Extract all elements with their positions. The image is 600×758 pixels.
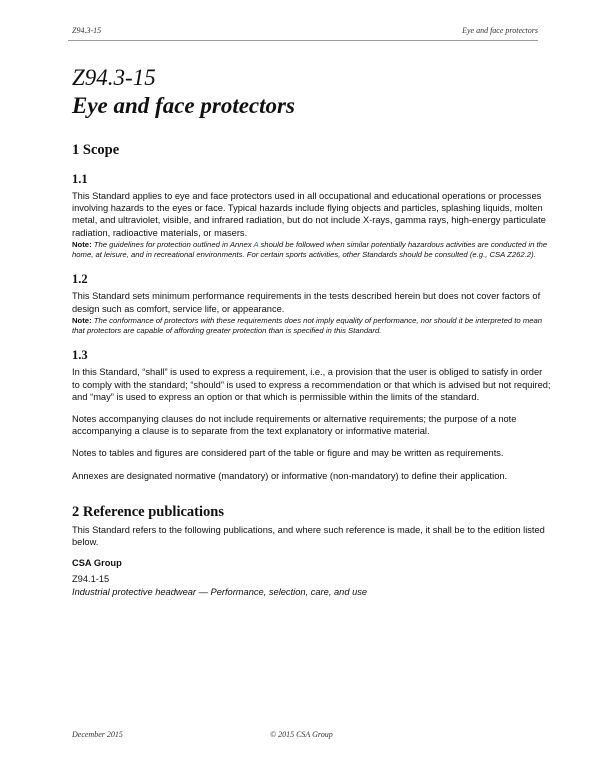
footer-date: December 2015 xyxy=(72,730,123,739)
clause-heading: 1.1 xyxy=(72,172,88,186)
reference-code: Z94.1-15 xyxy=(72,574,110,585)
clause-note xyxy=(72,316,552,337)
note-label: Note: xyxy=(72,239,92,249)
reference-organization: CSA Group xyxy=(72,558,122,569)
references-intro: This Standard refers to the following publications, and where such reference is made, it shall be to the edition listed below. xyxy=(72,524,545,548)
clause-paragraph: Notes to tables and figures are considered part of the table or figure and may be written as requirements. xyxy=(72,448,504,459)
reference-title: Industrial protective headwear — Performance, selection, care, and use xyxy=(72,586,368,597)
clause-heading: 1.2 xyxy=(72,272,88,287)
header-standard-title: Eye and face protectors xyxy=(462,26,538,35)
title-name: Eye and face protectors xyxy=(72,93,295,118)
document-body xyxy=(72,142,552,598)
section-heading-scope: 1 Scope xyxy=(72,142,120,158)
note-text: The conformance of protectors with these requirements does not imply equality of performance, nor should it be interpreted to mean that protectors are capable of affording greater protection than is specified in this Standard. xyxy=(72,315,543,336)
clause-paragraph: Notes accompanying clauses do not include requirements or alternative requirements; the purpose of a note accompanying a clause is to separate from the text explanatory or informative material. xyxy=(72,414,517,437)
header-standard-code: Z94.3-15 xyxy=(72,26,102,35)
clause-heading: 1.3 xyxy=(72,348,88,363)
note-label: Note: xyxy=(72,315,92,325)
section-heading-references: 2 Reference publications xyxy=(72,503,224,520)
clause-1-2 xyxy=(72,272,552,336)
annex-a-link[interactable]: A xyxy=(253,239,259,249)
clause-text: This Standard sets minimum performance requirements in the tests described herein but does not cover factors of design such as comfort, service life, or appearance. xyxy=(72,291,541,314)
title-code: Z94.3-15 xyxy=(72,65,156,90)
clause-text: This Standard applies to eye and face protectors used in all occupational and educational operations or processes involving hazards to the eyes or face. Typical hazards include flying objects and particles, splashing liquids, molten metal, and ultraviolet, visible, and infrared radiation, but do not include X-rays, gamma rays, high-energy particulate radiation, radioactive materials, or masers. xyxy=(72,191,546,238)
note-text-before: The guidelines for protection outlined in Annex xyxy=(93,239,254,249)
clause-note xyxy=(72,240,552,261)
clause-1-1 xyxy=(72,172,552,260)
header-rule xyxy=(68,40,538,41)
clause-paragraph: In this Standard, “shall” is used to express a requirement, i.e., a provision that the user is obliged to satisfy in order to comply with the standard; “should” is used to express a recommendation or that which is advised but not required; and “may” is used to express an option or that which is permissible within the limits of the standard. xyxy=(72,367,551,402)
footer-copyright: © 2015 CSA Group xyxy=(270,730,333,739)
running-header xyxy=(68,26,538,39)
section-references xyxy=(72,504,552,598)
note-text-after: should be followed when similar potentially hazardous activities are conducted in the home, at leisure, and in recreational environments. For certain sports activities, other Standards should be consulted (e.g., CSA Z262.2). xyxy=(72,239,548,260)
document-title xyxy=(72,64,295,120)
clause-paragraph: Annexes are designated normative (mandatory) or informative (non-mandatory) to define their application. xyxy=(72,470,508,481)
clause-1-3 xyxy=(72,348,552,481)
